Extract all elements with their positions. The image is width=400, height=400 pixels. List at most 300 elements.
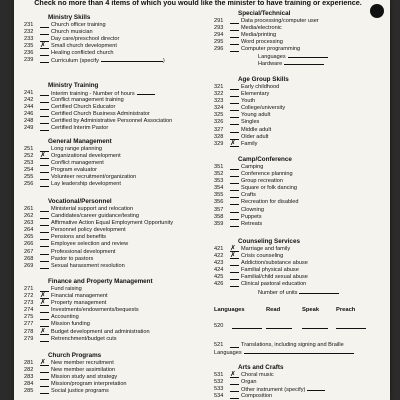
section-heading: General Management (48, 138, 112, 145)
checklist-item (214, 214, 390, 221)
checklist-item (214, 98, 390, 105)
item-number: 356 (214, 199, 224, 206)
fill-in-blank[interactable] (137, 90, 155, 95)
item-label-text: Addiction/substance abuse (241, 260, 308, 267)
checkbox-line[interactable] (40, 34, 49, 35)
item-number: 533 (214, 386, 224, 393)
item-label-text: Other instrument (specify) (241, 387, 306, 394)
form-section (214, 238, 390, 296)
fill-in-blank[interactable] (284, 60, 324, 65)
checkbox-line[interactable] (230, 384, 239, 385)
item-label (241, 32, 276, 39)
item-label-text: Translations, including signing and Braille (241, 342, 344, 348)
item-label (51, 381, 127, 388)
sub-field (214, 53, 390, 60)
item-label (241, 281, 306, 288)
fill-in-blank[interactable] (244, 349, 354, 354)
checkbox-line[interactable] (40, 268, 49, 269)
checkbox-line[interactable] (230, 190, 239, 191)
checkbox-line[interactable] (230, 286, 239, 287)
item-label-text: Crafts (241, 192, 256, 199)
checklist-item (214, 199, 390, 206)
item-label-text: Mission study and strategy (51, 374, 118, 381)
checklist-item (214, 39, 390, 46)
item-number: 323 (214, 98, 224, 105)
checklist-item (24, 153, 209, 160)
checkbox-line[interactable] (230, 23, 239, 24)
item-label (241, 164, 263, 171)
item-label (51, 293, 108, 300)
item-label-text: Composition (241, 393, 273, 400)
checkbox-line[interactable] (230, 265, 239, 266)
item-label-text: Elementary (241, 91, 270, 98)
item-label-text: Middle adult (241, 126, 272, 133)
sub-field-label: Number of units (258, 289, 298, 296)
item-label-text: Young adult (241, 112, 271, 119)
item-number: 293 (214, 25, 224, 32)
checkbox-line[interactable] (40, 239, 49, 240)
fill-in-blank[interactable] (302, 328, 328, 329)
checkbox-line[interactable] (230, 124, 239, 125)
item-label (51, 374, 117, 381)
item-label (241, 98, 255, 105)
languages-column-header: Speak (302, 307, 320, 313)
form-section (24, 198, 209, 270)
form-section (24, 352, 209, 395)
checkbox-line[interactable] (40, 232, 49, 233)
item-number: 275 (24, 314, 34, 321)
check-mark-icon: ✗ (40, 41, 46, 50)
checkbox-line[interactable] (40, 372, 49, 373)
item-label-text: Family (241, 140, 258, 147)
item-number: 271 (24, 286, 34, 292)
checkbox-line[interactable] (40, 109, 49, 110)
form-section (24, 278, 209, 343)
checklist-item (24, 263, 209, 270)
item-label-text: Group recreation (241, 178, 283, 185)
item-label (241, 105, 285, 112)
item-number: 251 (24, 146, 34, 152)
item-number: 421 (214, 246, 224, 252)
checklist-item (24, 118, 209, 125)
checklist-item (24, 29, 209, 36)
checkbox-line[interactable] (230, 272, 239, 273)
item-number: 359 (214, 220, 224, 227)
fill-in-blank[interactable] (307, 386, 325, 391)
item-label (51, 321, 90, 328)
item-label (241, 185, 297, 192)
item-label (241, 178, 283, 185)
item-label-text: Certified Church Educator (51, 104, 116, 111)
item-label-text: Investments/endowments/bequests (51, 307, 139, 314)
checkbox-line[interactable] (40, 130, 49, 131)
checklist-item (214, 253, 390, 260)
item-number: 231 (24, 22, 34, 28)
checklist-item (214, 84, 390, 91)
sub-field (214, 349, 390, 356)
item-label (51, 234, 106, 241)
item-number: 322 (214, 91, 224, 98)
item-label (51, 160, 104, 167)
form-section (24, 138, 209, 189)
item-label-text: Interim training - Number of hours (51, 91, 135, 97)
item-label-text: Certified by Administrative Personnel Association (51, 118, 173, 125)
item-label-text: Pastor to pastors (51, 255, 94, 262)
item-label-text: Computer programming (241, 46, 301, 53)
fill-in-blank[interactable] (336, 328, 366, 329)
item-number: 264 (24, 227, 34, 234)
item-label-text: Budget development and administration (51, 328, 150, 335)
form-section (214, 306, 390, 332)
section-heading: Arts and Crafts (238, 364, 284, 371)
item-label (241, 267, 299, 274)
checkbox-line[interactable] (40, 254, 49, 255)
item-number: 246 (24, 111, 34, 118)
checklist-item (24, 90, 209, 97)
checklist-item (214, 185, 390, 192)
checklist-item (24, 43, 209, 50)
item-label-text: Recreation for disabled (241, 199, 299, 206)
checkbox-line[interactable] (40, 386, 49, 387)
item-label (241, 372, 274, 379)
form-section (214, 156, 390, 228)
item-label (241, 91, 269, 98)
item-number: 269 (24, 262, 34, 269)
item-label (51, 286, 82, 293)
fill-in-blank[interactable] (232, 328, 262, 329)
checkbox-line[interactable] (230, 204, 239, 205)
fill-in-blank[interactable] (299, 289, 339, 294)
item-label (241, 192, 256, 199)
item-label (241, 171, 293, 178)
item-label (241, 46, 300, 53)
checkbox-line[interactable] (40, 246, 49, 247)
checkbox-line[interactable] (230, 30, 239, 31)
checklist-item (214, 127, 390, 134)
checklist-item (24, 300, 209, 307)
checklist-item (24, 213, 209, 220)
checkbox-line[interactable] (230, 226, 239, 227)
checklist-item (214, 281, 390, 288)
item-label-text: Choral music (241, 372, 274, 378)
checkbox-line[interactable] (40, 165, 49, 166)
item-number: 424 (214, 267, 224, 274)
checklist-item (24, 22, 209, 29)
item-number: 242 (24, 97, 34, 104)
item-label-text: Conflict management (51, 160, 104, 167)
languages-label: Languages (214, 307, 245, 313)
checkbox-line[interactable] (230, 279, 239, 280)
item-label-text: Long range planning (51, 146, 103, 152)
item-number: 265 (24, 234, 34, 241)
languages-row (214, 323, 390, 332)
item-label (51, 111, 150, 118)
item-label (51, 241, 128, 248)
item-number: 281 (24, 360, 34, 366)
check-mark-icon: ✗ (40, 326, 46, 335)
check-mark-icon: ✗ (230, 138, 236, 147)
checklist-item (214, 46, 390, 53)
checklist-item (214, 164, 390, 171)
checklist-item (24, 167, 209, 174)
item-label-text: Familial physical abuse (241, 267, 299, 274)
checkbox-line[interactable] (40, 27, 49, 28)
sub-field-label: Languages (214, 350, 242, 357)
checklist-item (214, 112, 390, 119)
item-number: 328 (214, 133, 224, 140)
checkbox-line[interactable] (40, 172, 49, 173)
item-label (51, 181, 121, 188)
item-label-text: Crisis counseling (241, 253, 284, 260)
item-label (241, 342, 344, 349)
item-label-text: Personnel policy development (51, 227, 126, 234)
item-number: 232 (24, 29, 34, 36)
form-section (214, 364, 390, 400)
item-label (51, 263, 125, 270)
item-label (51, 256, 93, 263)
checkbox-line[interactable] (230, 117, 239, 118)
item-number: 531 (214, 372, 224, 378)
item-number: 279 (24, 335, 34, 342)
checkbox-line[interactable] (230, 197, 239, 198)
item-label-text: Pensions and benefits (51, 234, 107, 241)
item-label (51, 146, 102, 153)
item-label-text: Small church development (51, 43, 117, 50)
checkbox-line[interactable] (40, 186, 49, 187)
checklist-item (24, 314, 209, 321)
checkbox-line[interactable] (40, 393, 49, 394)
item-number: 255 (24, 174, 34, 181)
checkbox-line[interactable] (230, 391, 239, 392)
check-mark-icon: ✗ (230, 251, 236, 260)
checklist-item (214, 192, 390, 199)
checkbox-line[interactable] (40, 116, 49, 117)
checklist-item (214, 18, 390, 25)
checkbox-line[interactable] (230, 96, 239, 97)
item-label-text: Property management (51, 300, 107, 307)
checklist-item (24, 181, 209, 188)
item-label (241, 379, 257, 386)
item-label-text: Early childhood (241, 84, 280, 90)
item-label-text: Square or folk dancing (241, 185, 297, 192)
checklist-item (24, 321, 209, 328)
sub-field-label: Hardware (258, 61, 283, 68)
item-label-text: New member assimilation (51, 367, 116, 374)
checklist-item (24, 227, 209, 234)
sub-field (214, 60, 390, 67)
checkbox-line[interactable] (230, 51, 239, 52)
item-number: 249 (24, 125, 34, 132)
section-heading: Counseling Services (238, 238, 300, 245)
item-label-text: Media/electronic (241, 25, 282, 32)
item-number: 266 (24, 241, 34, 248)
item-number: 353 (214, 178, 224, 185)
item-label-text: Sexual harassment resolution (51, 262, 125, 269)
item-label (241, 141, 257, 148)
form-page (14, 0, 390, 400)
item-label (51, 388, 109, 395)
item-label (241, 274, 308, 281)
item-label (241, 127, 271, 134)
item-number: 254 (24, 167, 34, 174)
section-heading: Camp/Conference (238, 156, 292, 163)
checklist-item (24, 146, 209, 153)
item-number: 283 (24, 374, 34, 381)
checkbox-line[interactable] (40, 218, 49, 219)
checkbox-line[interactable] (230, 44, 239, 45)
checkbox-line[interactable] (230, 110, 239, 111)
item-label-text: Professional development (51, 248, 116, 255)
item-label-text: Mission funding (51, 321, 90, 328)
sub-field (214, 289, 390, 296)
checklist-item (24, 286, 209, 293)
item-number: 291 (214, 18, 224, 24)
item-label-text: Puppets (241, 213, 262, 220)
item-label (51, 50, 114, 57)
item-number: 295 (214, 39, 224, 46)
item-number: 325 (214, 112, 224, 119)
checklist-item (214, 342, 390, 349)
item-number: 354 (214, 185, 224, 192)
checklist-item (214, 393, 390, 400)
item-label-text: Candidates/career guidance/testing (51, 213, 140, 220)
item-label-text: Church musician (51, 29, 93, 36)
checklist-item (24, 326, 209, 336)
checkbox-line[interactable] (40, 102, 49, 103)
checkbox-line[interactable] (40, 55, 49, 56)
checklist-item (24, 293, 209, 300)
checkbox-line[interactable] (230, 398, 239, 399)
item-label-text: New member recruitment (51, 360, 114, 366)
item-label-text: Fund raising (51, 286, 82, 292)
item-label (51, 227, 126, 234)
item-label-text: Marriage and family (241, 246, 291, 252)
checkbox-line[interactable] (40, 379, 49, 380)
item-label-text: Financial management (51, 293, 108, 300)
item-label (241, 119, 259, 126)
item-number: 327 (214, 126, 224, 133)
item-label (51, 22, 106, 29)
checkbox-line[interactable] (230, 37, 239, 38)
item-label (51, 329, 150, 336)
item-label (51, 36, 119, 43)
checklist-item (24, 174, 209, 181)
languages-column-header: Read (266, 307, 281, 313)
checklist-item (24, 381, 209, 388)
item-number: 358 (214, 213, 224, 220)
checklist-item (214, 246, 390, 253)
check-mark-icon: ✗ (40, 291, 46, 300)
checkbox-line[interactable] (230, 347, 239, 348)
checkbox-line[interactable] (230, 176, 239, 177)
item-label-text: Certified Church Business Administrator (51, 111, 150, 118)
checkbox-line[interactable] (40, 341, 49, 342)
item-label-text: Employee selection and review (51, 241, 129, 248)
checkbox-line[interactable] (40, 179, 49, 180)
item-number: 426 (214, 281, 224, 288)
item-label (241, 221, 262, 228)
item-label (51, 167, 97, 174)
section-heading: Special/Technical (238, 10, 291, 17)
checklist-item (24, 336, 209, 343)
item-number: 321 (214, 84, 224, 90)
checklist-item (24, 125, 209, 132)
sub-field-label: Languages (258, 54, 286, 61)
item-label (241, 25, 282, 32)
checklist-item (214, 119, 390, 126)
check-mark-icon: ✗ (230, 370, 236, 378)
item-label-text: Camping (241, 164, 264, 170)
checkbox-line[interactable] (40, 95, 49, 96)
checkbox-line[interactable] (40, 261, 49, 262)
item-number: 284 (24, 381, 34, 388)
item-label (51, 43, 117, 50)
item-number: 422 (214, 253, 224, 260)
item-label-text: Retreats (241, 220, 263, 227)
item-number: 520 (214, 323, 224, 329)
checkbox-line[interactable] (230, 183, 239, 184)
item-label (241, 84, 279, 91)
checkbox-line[interactable] (230, 89, 239, 90)
item-label (241, 207, 264, 214)
item-number: 282 (24, 367, 34, 374)
item-label-text: Mission/program interpretation (51, 381, 127, 388)
checkbox-line[interactable] (230, 169, 239, 170)
fill-in-blank[interactable] (101, 57, 165, 65)
fill-in-blank[interactable] (288, 53, 328, 58)
checklist-item (214, 91, 390, 98)
checkbox-line[interactable] (40, 123, 49, 124)
item-label-text: Social justice programs (51, 388, 109, 395)
item-number: 268 (24, 255, 34, 262)
item-number: 241 (24, 90, 34, 96)
item-label (241, 39, 283, 46)
section-heading: Vocational/Personnel (48, 198, 112, 205)
checklist-item (214, 260, 390, 267)
checkbox-line[interactable] (230, 212, 239, 213)
item-number: 256 (24, 181, 34, 188)
form-instructions: Check no more than 4 items of which you would like the minister to have training or experience. (34, 0, 362, 7)
form-section (214, 76, 390, 148)
item-label-text: Retrenchment/budget cuts (51, 335, 117, 342)
item-number: 326 (214, 119, 224, 126)
checklist-item (24, 256, 209, 263)
checkbox-line[interactable] (40, 312, 49, 313)
item-label-text: Program evaluator (51, 167, 98, 174)
checkbox-line[interactable] (40, 319, 49, 320)
checkbox-line[interactable] (230, 132, 239, 133)
fill-in-blank[interactable] (266, 328, 292, 329)
checkbox-line[interactable] (230, 103, 239, 104)
languages-header (214, 306, 390, 315)
item-number: 357 (214, 206, 224, 213)
checkbox-line[interactable] (40, 62, 49, 63)
checkbox-line[interactable] (230, 219, 239, 220)
item-label-text: Church officer training (51, 22, 106, 28)
checkbox-line[interactable] (40, 225, 49, 226)
checkbox-line[interactable] (40, 211, 49, 212)
languages-column-header: Preach (336, 307, 356, 313)
checklist-item (24, 367, 209, 374)
checklist-item (24, 50, 209, 57)
item-number: 233 (24, 36, 34, 43)
item-label-text: Data processing/computer user (241, 18, 319, 24)
checklist-item (24, 360, 209, 367)
item-label (51, 118, 172, 125)
checklist-item (24, 206, 209, 213)
item-label (51, 307, 139, 314)
section-heading: Ministry Skills (48, 14, 91, 21)
